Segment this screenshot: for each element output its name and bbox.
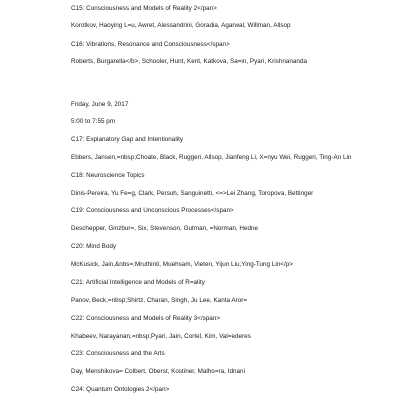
session-c19-authors: Deschepper, Ginzbur=, Six, Stevenson, Gutman, =Norman, Hedne xyxy=(71,225,259,232)
session-c16-authors: Roberts, Burgarella</b>, Schooler, Hunt, Kent, Katkova, Sa=in, Pyari, Krishnananda xyxy=(71,58,307,65)
session-c18-title: C18: Neuroscience Topics xyxy=(71,172,145,179)
session-c24-title: C24: Quantum Ontologies 2</pan> xyxy=(71,386,170,393)
session-c19-title: C19: Consciousness and Unconscious Processes</span> xyxy=(71,207,234,214)
session-c17-authors: Ebbers, Jansen,=nbsp;Choate, Black, Ruggeri, Allsop, Jianfeng Li, X=nyu Wei, Ruggeri, Ting-An Lin xyxy=(71,154,352,161)
day-heading: Friday, June 9, 2017 xyxy=(71,101,129,108)
session-c23-authors: Day, Menshikova= Colbert, Oberst, Kostiner, Malho=ra, Idnani xyxy=(71,368,245,375)
session-c22-authors: Khabeev, Narayanan,=nbsp;Pyari, Jain, Cortel, Kim, Val=ederes xyxy=(71,333,251,340)
session-c20-authors: McKusick, Jain,&nbs=;Mruthinti, Muehsam, Vieten, Yijun Liu,Ying-Tung Lin</p> xyxy=(71,261,293,268)
session-c15-title: C15: Consciousness and Models of Reality 2</pan> xyxy=(71,5,217,12)
session-c17-title: C17: Explanatory Gap and Intentionality xyxy=(71,136,184,143)
session-c18-authors: Dinis-Pereira, Yu Fe=g, Clark, Persuh, Sanguinetti, <=>Lei Zhang, Toropova, Bettinger xyxy=(71,190,314,197)
time-range: 5:00 to 7:55 pm xyxy=(71,118,116,125)
session-c15-authors: Korotkov, Haoying L=u, Awret, Alessandrini, Goradia, Agarwal, Willman, Allsop xyxy=(71,22,291,29)
session-c16-title: C16: Vibrations, Resonance and Consciousness</span> xyxy=(71,41,230,48)
session-c22-title: C22: Consciousness and Models of Reality 3</span> xyxy=(71,315,221,322)
session-c21-authors: Panov, Beck,=nbsp;Shirtz, Charan, Singh, Ju Lee, Kanta Aror= xyxy=(71,297,248,304)
session-c21-title: C21: Artificial Intelligence and Models of R=ality xyxy=(71,279,205,286)
session-c23-title: C23: Consciousness and the Arts xyxy=(71,350,165,357)
session-c20-title: C20: Mind Body xyxy=(71,243,117,250)
